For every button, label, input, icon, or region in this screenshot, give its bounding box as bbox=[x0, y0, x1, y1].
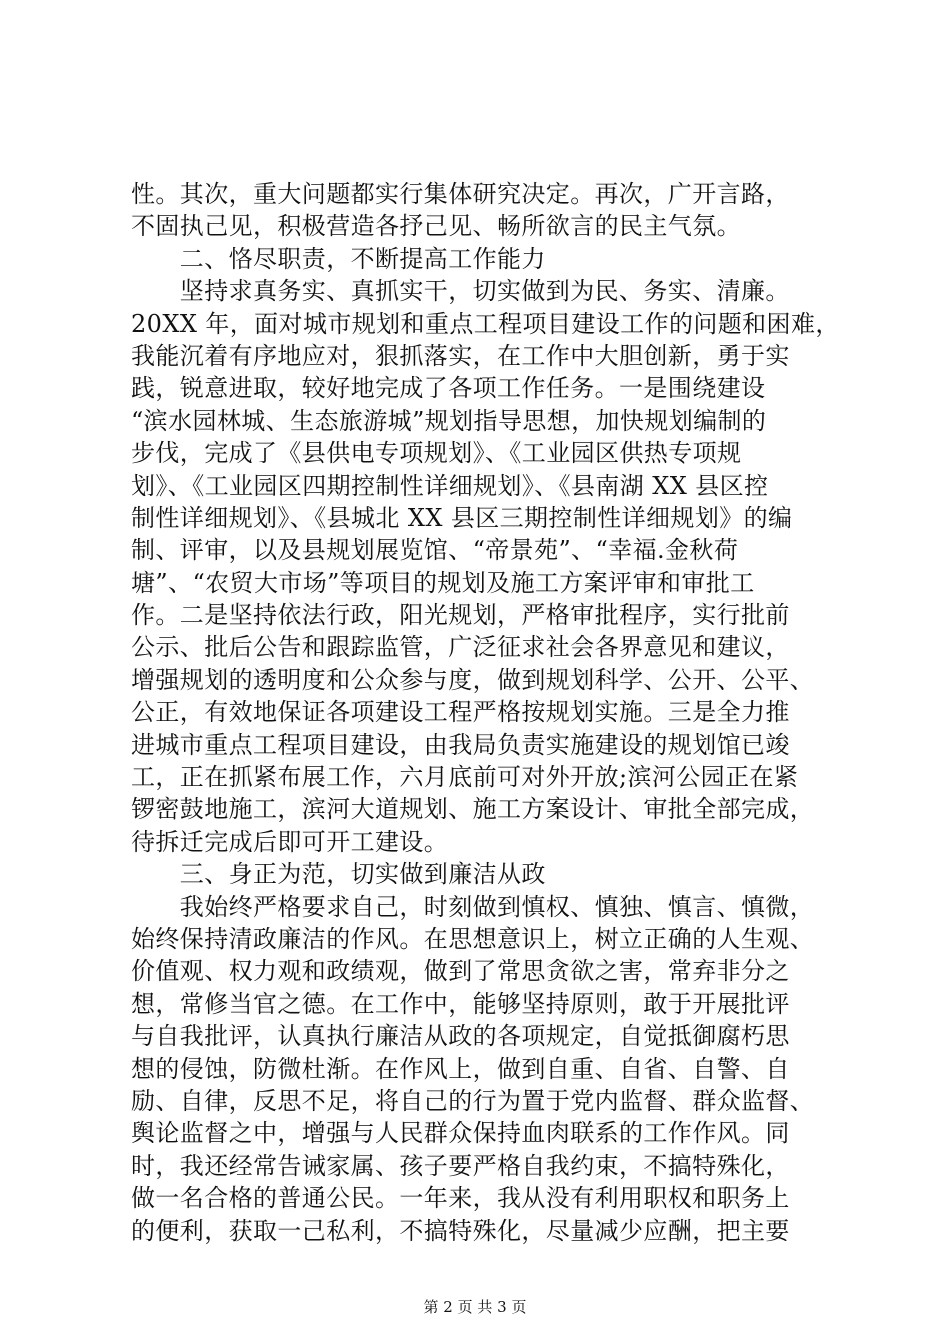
text-line: 励、自律，反思不足，将自己的行为置于党内监督、群众监督、 bbox=[131, 1086, 815, 1115]
text-line: 制、评审，以及县规划展览馆、“帝景苑”、“幸福.金秋荷 bbox=[131, 536, 739, 565]
page-footer: 第 2 页 共 3 页 bbox=[423, 1298, 527, 1316]
text-line: 不固执己见，积极营造各抒己见、畅所欲言的民主气氛。 bbox=[131, 212, 741, 241]
text-line: 公示、批后公告和跟踪监管，广泛征求社会各界意见和建议， bbox=[131, 633, 790, 662]
text-line: 我能沉着有序地应对，狠抓落实，在工作中大胆创新，勇于实 bbox=[131, 341, 790, 370]
text-line: 塘”、“农贸大市场”等项目的规划及施工方案评审和审批工 bbox=[131, 568, 755, 597]
text-line: 想的侵蚀，防微杜渐。在作风上，做到自重、自省、自警、自 bbox=[131, 1054, 790, 1083]
text-line: 制性详细规划》、《县城北 XX 县区三期控制性详细规划》的编 bbox=[131, 503, 793, 532]
text-line: 进城市重点工程项目建设，由我局负责实施建设的规划馆已竣 bbox=[131, 730, 790, 759]
text-line: 做一名合格的普通公民。一年来，我从没有利用职权和职务上 bbox=[131, 1184, 790, 1213]
text-line: 公正，有效地保证各项建设工程严格按规划实施。三是全力推 bbox=[131, 698, 790, 727]
text-line: 三、身正为范，切实做到廉洁从政 bbox=[131, 860, 546, 889]
text-line: 想，常修当官之德。在工作中，能够坚持原则，敢于开展批评 bbox=[131, 989, 790, 1018]
text-line: 价值观、权力观和政绩观，做到了常思贪欲之害，常弃非分之 bbox=[131, 957, 790, 986]
text-line: 划》、《工业园区四期控制性详细规划》、《县南湖 XX 县区控 bbox=[131, 471, 769, 500]
body-text bbox=[131, 178, 840, 1247]
text-line: “滨水园林城、生态旅游城”规划指导思想，加快规划编制的 bbox=[131, 406, 767, 435]
text-line: 时，我还经常告诫家属、孩子要严格自我约束，不搞特殊化， bbox=[131, 1151, 790, 1180]
text-line: 工，正在抓紧布展工作，六月底前可对外开放;滨河公园正在紧 bbox=[131, 763, 799, 792]
text-line: 性。其次，重大问题都实行集体研究决定。再次，广开言路， bbox=[131, 180, 790, 208]
text-line: 作。二是坚持依法行政，阳光规划，严格审批程序，实行批前 bbox=[131, 601, 790, 630]
text-line: 二、恪尽职责，不断提高工作能力 bbox=[131, 244, 546, 273]
text-line: 锣密鼓地施工，滨河大道规划、施工方案设计、审批全部完成， bbox=[131, 795, 815, 824]
text-line: 步伐，完成了《县供电专项规划》、《工业园区供热专项规 bbox=[131, 439, 742, 468]
text-line: 的便利，获取一己私利，不搞特殊化，尽量减少应酬，把主要 bbox=[131, 1216, 790, 1245]
text-line: 践，锐意进取，较好地完成了各项工作任务。一是围绕建设 bbox=[131, 374, 766, 403]
text-line: 待拆迁完成后即可开工建设。 bbox=[131, 827, 449, 856]
text-line: 始终保持清政廉洁的作风。在思想意识上，树立正确的人生观、 bbox=[131, 924, 815, 953]
text-line: 与自我批评，认真执行廉洁从政的各项规定，自觉抵御腐朽思 bbox=[131, 1022, 790, 1051]
text-line: 我始终严格要求自己，时刻做到慎权、慎独、慎言、慎微， bbox=[131, 892, 815, 921]
text-line: 坚持求真务实、真抓实干，切实做到为民、务实、清廉。 bbox=[131, 277, 790, 306]
text-line: 舆论监督之中，增强与人民群众保持血肉联系的工作作风。同 bbox=[131, 1119, 790, 1148]
text-line: 20XX 年，面对城市规划和重点工程项目建设工作的问题和困难， bbox=[131, 309, 840, 338]
text-line: 增强规划的透明度和公众参与度，做到规划科学、公开、公平、 bbox=[131, 665, 815, 694]
